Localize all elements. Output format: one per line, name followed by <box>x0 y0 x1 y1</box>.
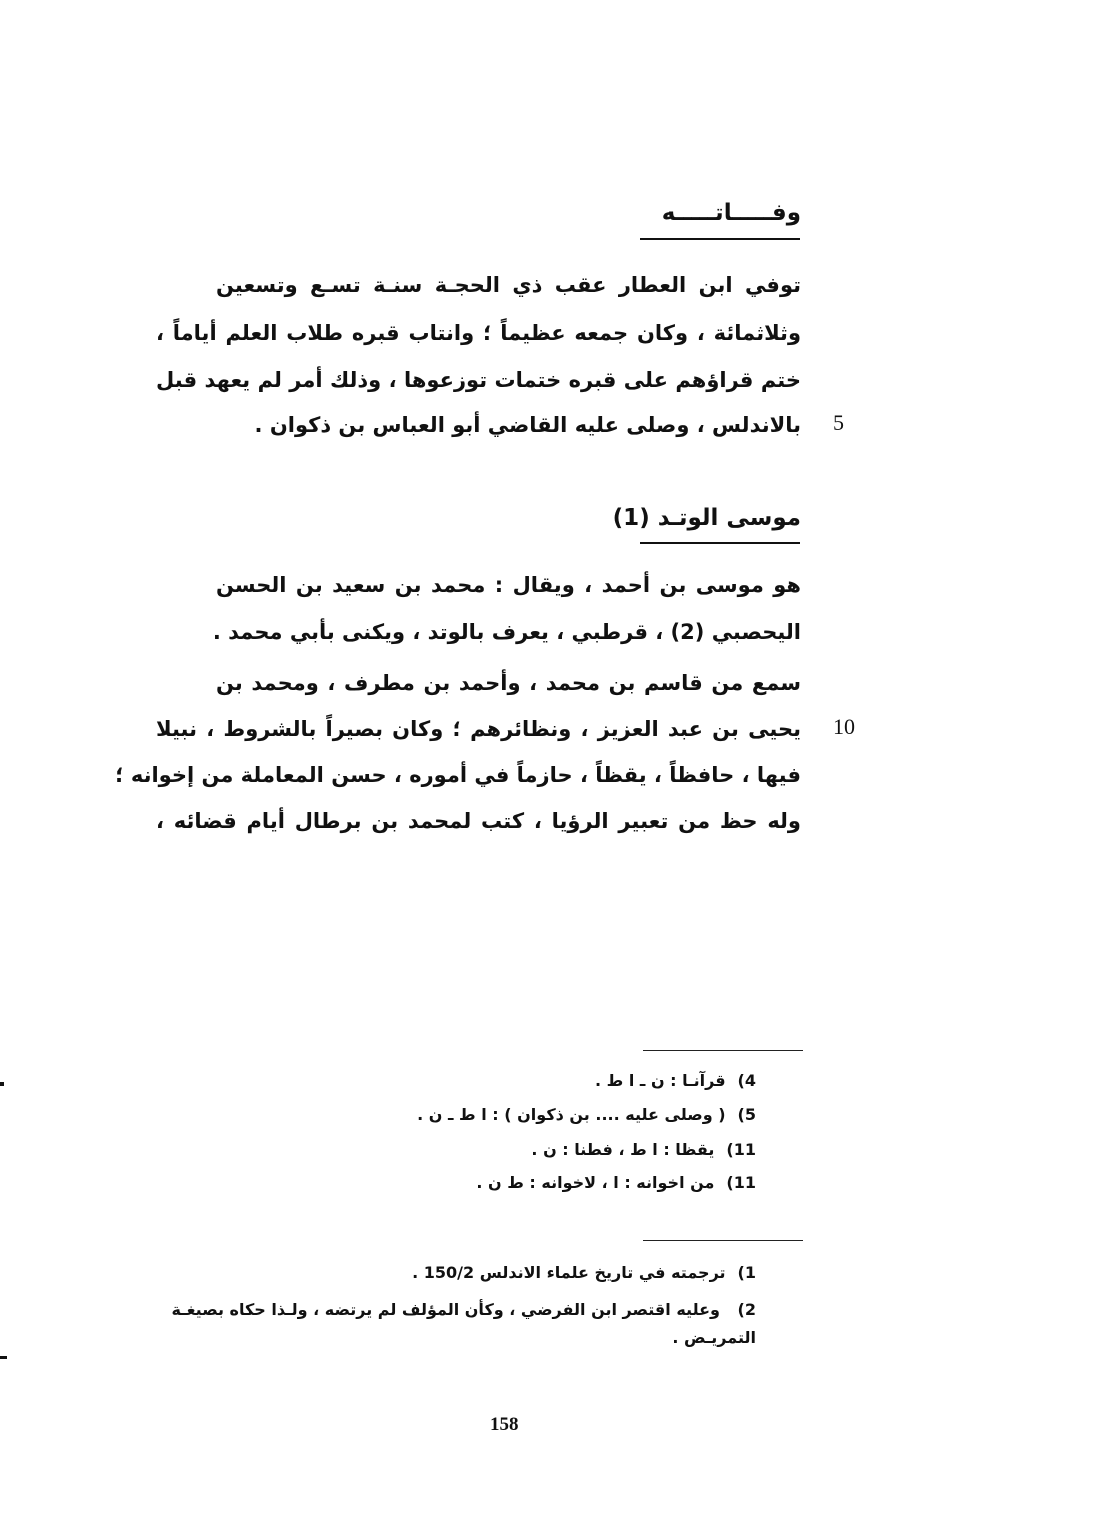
text-line: يحيى بن عبد العزيز ، ونظائرهم ؛ وكان بصيراً بالشروط ، نبيلا <box>156 717 801 741</box>
variant-note <box>417 1104 756 1126</box>
variant-note-number: 11) <box>726 1140 756 1159</box>
text-line: هو موسى بن أحمد ، ويقال : محمد بن سعيد بن الحسن <box>216 573 801 597</box>
text-line: توفي ابن العطار عقب ذي الحجـة سنـة تسـع وتسعين <box>216 273 801 297</box>
footnote-number: 1) <box>737 1263 756 1282</box>
line-number: 5 <box>833 410 844 435</box>
text-line: وله حظ من تعبير الرؤيا ، كتب لمحمد بن برطال أيام قضائه ، <box>156 809 801 833</box>
text-line: وثلاثمائة ، وكان جمعه عظيماً ؛ وانتاب قبره طلاب العلم أياماً ، <box>156 321 801 345</box>
variant-note-text: يقظا : ا ط ، فطنا : ن . <box>531 1140 715 1159</box>
text-line: بالاندلس ، وصلى عليه القاضي أبو العباس بن ذكوان . <box>254 413 801 437</box>
variant-note-text: قرآنـا : ن ـ ا ط . <box>595 1071 726 1090</box>
text-line: سمع من قاسم بن محمد ، وأحمد بن مطرف ، ومحمد بن <box>216 671 801 695</box>
footnote-separator <box>643 1050 803 1051</box>
title-underline <box>640 238 800 240</box>
variant-note-text: ( وصلى عليه .... بن ذكوان ) : ا ط ـ ن . <box>417 1105 726 1124</box>
footnote-separator <box>643 1240 803 1241</box>
footnote-number: 2) <box>737 1300 756 1319</box>
variant-note-number: 4) <box>737 1071 756 1090</box>
footnote <box>412 1262 756 1284</box>
page-number: 158 <box>490 1414 519 1435</box>
footnote-text: ترجمته في تاريخ علماء الاندلس 150/2 . <box>412 1263 726 1282</box>
variant-note-number: 11) <box>726 1173 756 1192</box>
footnote-text: وعليه اقتصر ابن الفرضي ، وكأن المؤلف لم يرتضه ، ولـذا حكاه بصيغـة التمريـض . <box>171 1300 756 1347</box>
scan-mark <box>0 1356 7 1359</box>
variant-note <box>595 1070 756 1092</box>
footnote <box>111 1296 756 1352</box>
variant-note-text: من اخوانه : ا ، لاخوانه : ط ن . <box>476 1173 715 1192</box>
scan-mark <box>0 1082 4 1086</box>
variant-note-number: 5) <box>737 1105 756 1124</box>
section-title-death: وفـــــاتـــــه <box>661 200 801 226</box>
text-line: ختم قراؤهم على قبره ختمات توزعوها ، وذلك أمر لم يعهد قبل <box>156 368 801 392</box>
variant-note <box>476 1172 756 1194</box>
variant-note <box>531 1139 756 1161</box>
section-title-musa: موسى الوتـد (1) <box>612 505 801 531</box>
text-line: فيها ، حافظاً ، يقظاً ، حازماً في أموره ، حسن المعاملة من إخوانه ؛ <box>115 763 801 787</box>
line-number: 10 <box>833 714 855 739</box>
title-underline <box>640 542 800 544</box>
text-line: اليحصبي (2) ، قرطبي ، يعرف بالوتد ، ويكنى بأبي محمد . <box>212 620 801 644</box>
